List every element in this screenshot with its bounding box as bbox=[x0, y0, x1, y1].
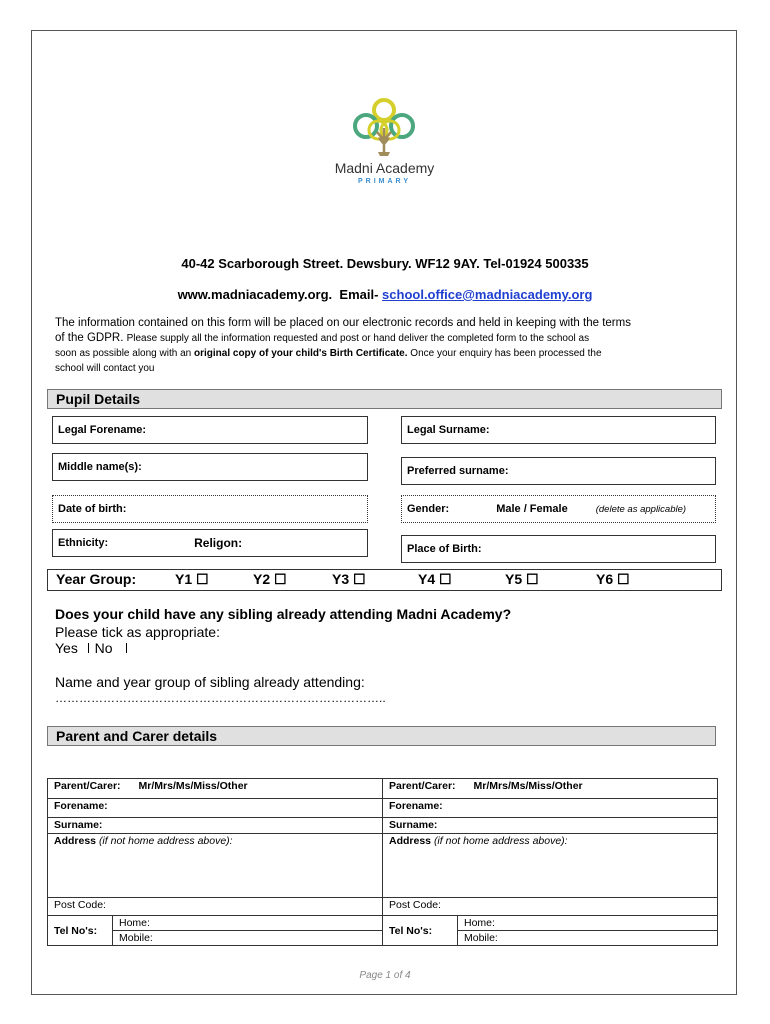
year-6-checkbox[interactable]: Y6 ☐ bbox=[596, 571, 630, 587]
tree-logo-icon bbox=[322, 96, 447, 160]
parent2-forename-cell[interactable] bbox=[383, 799, 718, 818]
sibling-name-prompt: Name and year group of sibling already attending: bbox=[55, 674, 365, 690]
school-address: 40-42 Scarborough Street. Dewsbury. WF12 9AY. Tel-01924 500335 bbox=[181, 256, 589, 271]
preferred-surname-label: Preferred surname: bbox=[407, 465, 509, 477]
year-4-checkbox[interactable]: Y4 ☐ bbox=[418, 571, 452, 587]
ethnicity-field[interactable] bbox=[52, 529, 368, 557]
intro-line-1: The information contained on this form will be placed on our electronic records and held in keeping with the terms bbox=[55, 317, 631, 329]
year-3-checkbox[interactable]: Y3 ☐ bbox=[332, 571, 366, 587]
preferred-surname-field[interactable] bbox=[401, 457, 716, 485]
school-logo bbox=[322, 96, 447, 191]
parent2-address-cell[interactable] bbox=[383, 834, 718, 898]
year-group-row bbox=[47, 569, 722, 591]
year-2-checkbox[interactable]: Y2 ☐ bbox=[253, 571, 287, 587]
parent2-forename-label: Forename: bbox=[389, 800, 443, 812]
yes-no-row bbox=[55, 640, 127, 656]
parent2-tel-cell bbox=[383, 916, 718, 946]
yes-checkbox[interactable] bbox=[88, 643, 89, 653]
parent1-address-cell[interactable] bbox=[48, 834, 383, 898]
page-number: Page 1 of 4 bbox=[359, 970, 411, 981]
logo-name: Madni Academy bbox=[334, 160, 435, 176]
middle-names-field[interactable] bbox=[52, 453, 368, 481]
year-1-checkbox[interactable]: Y1 ☐ bbox=[175, 571, 209, 587]
parent2-titles: Mr/Mrs/Ms/Miss/Other bbox=[473, 780, 583, 792]
parent1-label: Parent/Carer: bbox=[54, 780, 121, 792]
parent2-mobile-phone[interactable]: Mobile: bbox=[464, 932, 498, 944]
parent1-home-phone[interactable]: Home: bbox=[113, 916, 383, 931]
parent2-postcode-cell[interactable] bbox=[383, 898, 718, 916]
parent1-title-cell[interactable] bbox=[48, 779, 383, 799]
parent2-address-label: Address bbox=[389, 835, 432, 847]
middle-names-label: Middle name(s): bbox=[58, 461, 142, 473]
parent1-mobile-phone[interactable]: Mobile: bbox=[119, 932, 153, 944]
legal-surname-field[interactable] bbox=[401, 416, 716, 444]
year-5-checkbox[interactable]: Y5 ☐ bbox=[505, 571, 539, 587]
parent1-address-label: Address bbox=[54, 835, 97, 847]
gender-options: Male / Female bbox=[496, 503, 568, 515]
parent1-tel-cell bbox=[48, 916, 383, 946]
parent-carer-header: Parent and Carer details bbox=[47, 726, 716, 746]
parent2-surname-cell[interactable] bbox=[383, 818, 718, 834]
sibling-instruction: Please tick as appropriate: bbox=[55, 624, 220, 640]
place-of-birth-field[interactable] bbox=[401, 535, 716, 563]
intro-line-3a: soon as possible along with an bbox=[55, 348, 194, 359]
web-email-line bbox=[40, 287, 730, 302]
email-link[interactable]: school.office@madniacademy.org bbox=[382, 287, 593, 302]
gender-note: (delete as applicable) bbox=[595, 503, 687, 515]
parent1-surname-label: Surname: bbox=[54, 819, 103, 831]
gender-label: Gender: bbox=[407, 503, 450, 515]
parent1-postcode-label: Post Code: bbox=[54, 899, 106, 911]
parent2-tel-label: Tel No's: bbox=[383, 916, 458, 945]
parent1-address-note: (if not home address above): bbox=[98, 835, 233, 847]
parent2-title-cell[interactable] bbox=[383, 779, 718, 799]
parent1-titles: Mr/Mrs/Ms/Miss/Other bbox=[138, 780, 248, 792]
parent-carer-table bbox=[47, 778, 718, 946]
intro-line-4: school will contact you bbox=[55, 363, 155, 374]
parent2-address-note: (if not home address above): bbox=[433, 835, 568, 847]
place-of-birth-label: Place of Birth: bbox=[407, 543, 482, 555]
intro-line-2a: of the GDPR. bbox=[55, 332, 127, 344]
logo-subtitle: PRIMARY bbox=[357, 178, 412, 185]
no-checkbox[interactable] bbox=[126, 643, 127, 653]
parent2-postcode-label: Post Code: bbox=[389, 899, 441, 911]
parent1-postcode-cell[interactable] bbox=[48, 898, 383, 916]
parent2-home-phone[interactable]: Home: bbox=[458, 916, 718, 931]
ethnicity-label: Ethnicity: bbox=[58, 537, 109, 549]
date-of-birth-label: Date of birth: bbox=[58, 503, 127, 515]
parent2-surname-label: Surname: bbox=[389, 819, 438, 831]
yes-label: Yes bbox=[55, 640, 78, 656]
legal-forename-label: Legal Forename: bbox=[58, 424, 147, 436]
intro-line-2b: Please supply all the information requested and post or hand deliver the completed form to the school as bbox=[126, 333, 590, 344]
intro-line-3b: Once your enquiry has been processed the bbox=[407, 348, 602, 359]
no-label: No bbox=[94, 640, 113, 656]
website[interactable]: www.madniacademy.org. bbox=[177, 287, 333, 302]
gender-field[interactable] bbox=[401, 495, 716, 523]
parent1-surname-cell[interactable] bbox=[48, 818, 383, 834]
date-of-birth-field[interactable] bbox=[52, 495, 368, 523]
pupil-details-header: Pupil Details bbox=[47, 389, 722, 409]
parent2-label: Parent/Carer: bbox=[389, 780, 456, 792]
intro-paragraph bbox=[55, 316, 715, 376]
legal-surname-label: Legal Surname: bbox=[407, 424, 490, 436]
year-group-label: Year Group: bbox=[56, 571, 137, 587]
parent1-forename-label: Forename: bbox=[54, 800, 108, 812]
email-label: Email- bbox=[339, 287, 379, 302]
parent1-forename-cell[interactable] bbox=[48, 799, 383, 818]
religion-label: Religon: bbox=[194, 536, 243, 550]
sibling-name-input[interactable]: ……………………………………………………………………….. bbox=[55, 691, 386, 705]
intro-line-3-bold: original copy of your child's Birth Certificate. bbox=[193, 348, 408, 359]
sibling-question: Does your child have any sibling already attending Madni Academy? bbox=[55, 606, 512, 622]
legal-forename-field[interactable] bbox=[52, 416, 368, 444]
parent1-tel-label: Tel No's: bbox=[48, 916, 113, 945]
